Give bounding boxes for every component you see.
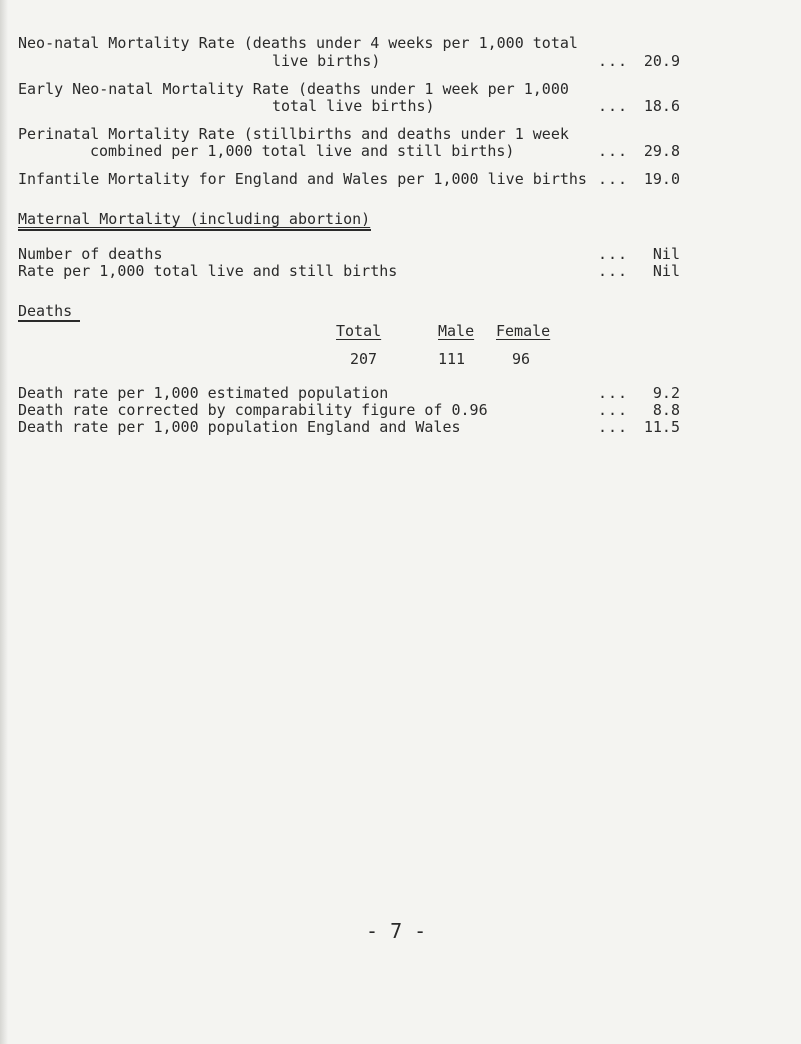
- page-edge-shadow: [0, 0, 8, 1044]
- perinatal-line1: Perinatal Mortality Rate (stillbirths and deaths under 1 week: [18, 125, 569, 143]
- deaths-total-value: 207: [350, 350, 378, 368]
- infantile-line: Infantile Mortality for England and Wales per 1,000 live births: [18, 170, 587, 188]
- neonatal-value: 20.9: [643, 52, 680, 70]
- early-neonatal-line1: Early Neo-natal Mortality Rate (deaths under 1 week per 1,000: [18, 80, 569, 98]
- maternal-rate-label: Rate per 1,000 total live and still births: [18, 262, 398, 280]
- neonatal-line2: live births): [272, 52, 381, 70]
- maternal-number-leader: ...: [598, 245, 629, 263]
- perinatal-value: 29.8: [643, 142, 680, 160]
- page-number: - 7 -: [366, 919, 427, 943]
- early-neonatal-line2: total live births): [272, 97, 435, 115]
- neonatal-line1: Neo-natal Mortality Rate (deaths under 4 weeks per 1,000 total: [18, 34, 578, 52]
- deaths-male-value: 111: [438, 350, 466, 368]
- deaths-col-total: Total: [336, 322, 382, 340]
- perinatal-line2: combined per 1,000 total live and still births): [90, 142, 515, 160]
- deaths-col-female: Female: [496, 322, 551, 340]
- infantile-value: 19.0: [643, 170, 680, 188]
- early-neonatal-value: 18.6: [643, 97, 680, 115]
- death-rate-corrected-label: Death rate corrected by comparability figure of 0.96: [18, 401, 488, 419]
- perinatal-leader: ...: [598, 142, 629, 160]
- death-rate-corrected-value: 8.8: [652, 401, 680, 419]
- death-rate-estimated-leader: ...: [598, 384, 629, 402]
- maternal-heading-rule: [18, 229, 371, 231]
- maternal-rate-leader: ...: [598, 262, 629, 280]
- death-rate-england-leader: ...: [598, 418, 629, 436]
- infantile-leader: ...: [598, 170, 629, 188]
- death-rate-england-label: Death rate per 1,000 population England and Wales: [18, 418, 461, 436]
- maternal-heading: Maternal Mortality (including abortion): [18, 210, 371, 228]
- death-rate-estimated-label: Death rate per 1,000 estimated population: [18, 384, 389, 402]
- maternal-number-label: Number of deaths: [18, 245, 163, 263]
- deaths-heading: Deaths: [18, 302, 73, 320]
- death-rate-england-value: 11.5: [643, 418, 680, 436]
- deaths-female-value: 96: [512, 350, 531, 368]
- maternal-rate-value: Nil: [652, 262, 680, 280]
- maternal-number-value: Nil: [652, 245, 680, 263]
- neonatal-leader: ...: [598, 52, 629, 70]
- death-rate-estimated-value: 9.2: [652, 384, 680, 402]
- deaths-heading-rule: [18, 320, 80, 322]
- early-neonatal-leader: ...: [598, 97, 629, 115]
- deaths-col-male: Male: [438, 322, 475, 340]
- death-rate-corrected-leader: ...: [598, 401, 629, 419]
